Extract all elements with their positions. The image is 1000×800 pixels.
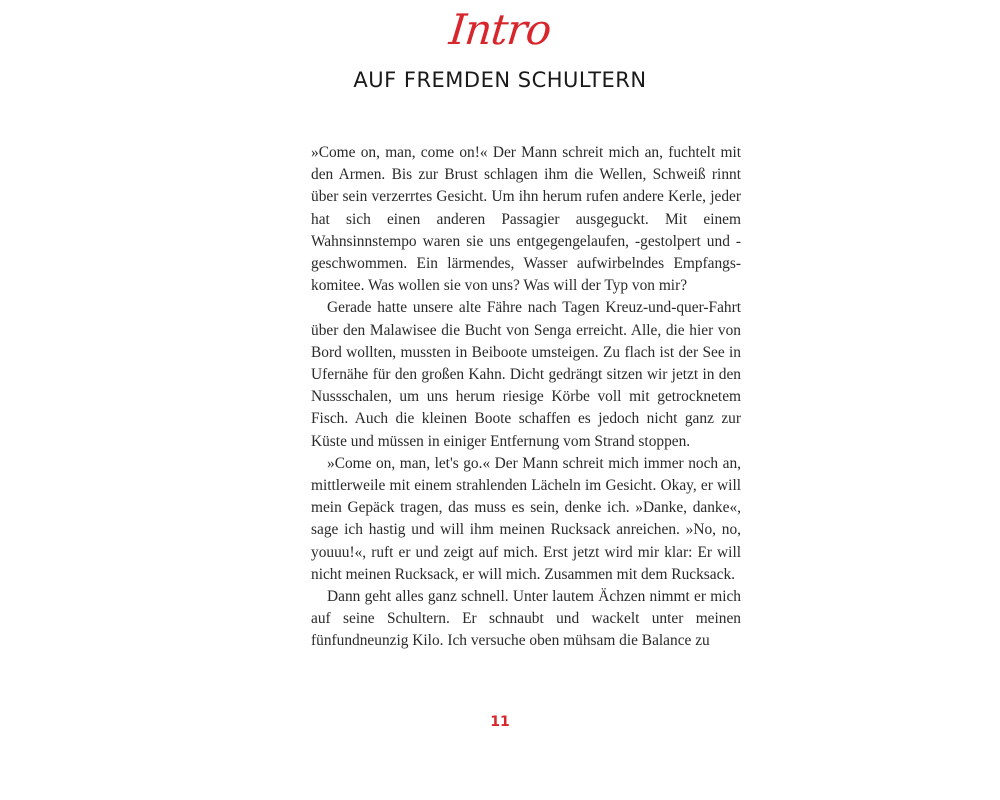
section-label: Intro bbox=[447, 5, 554, 54]
paragraph: »Come on, man, let's go.« Der Mann schreit mich immer noch an, mittlerweile mit einem strahlenden Lächeln im Gesicht. Okay, er will mein Gepäck tragen, das muss es sein, denke ich. »Danke, danke«, sage ich hastig und will ihm meinen Rucksack anreichen. »No, no, youuu!«, ruft er und zeigt auf mich. Erst jetzt wird mir klar: Er will nicht meinen Rucksack, er will mich. Zusammen mit dem Rucksack. bbox=[311, 454, 741, 583]
body-text bbox=[311, 142, 741, 653]
paragraph: »Come on, man, come on!« Der Mann schreit mich an, fuchtelt mit den Armen. Bis zur Brust schlagen ihm die Wellen, Schweiß rinnt über sein verzerrtes Gesicht. Um ihn herum rufen andere Kerle, jeder hat sich einen anderen Passagier ausgeguckt. Mit einem Wahnsinnstempo waren sie uns entgegengelaufen, -gestolpert und -geschwommen. Ein lärmendes, Wasser aufwirbelndes Empfangs-komitee. Was wollen sie von uns? Was will der Typ von mir? bbox=[311, 144, 741, 295]
page-number: 11 bbox=[490, 714, 510, 730]
paragraph: Gerade hatte unsere alte Fähre nach Tagen Kreuz-und-quer-Fahrt über den Malawisee die Bucht von Senga erreicht. Alle, die hier von Bord wollten, mussten in Beiboote umsteigen. Zu flach ist der See in Ufernähe für den großen Kahn. Dicht gedrängt sitzen wir jetzt in den Nussschalen, um uns herum riesige Körbe voll mit getrocknetem Fisch. Auch die kleinen Boote schaffen es jedoch nicht ganz zur Küste und müssen in einiger Entfernung vom Strand stoppen. bbox=[311, 299, 741, 450]
chapter-title: AUF FREMDEN SCHULTERN bbox=[353, 68, 647, 92]
paragraph: Dann geht alles ganz schnell. Unter lautem Ächzen nimmt er mich auf seine Schultern. Er schnaubt und wackelt unter meinen fünfundneunzig Kilo. Ich versuche oben mühsam die Balance zu bbox=[311, 588, 741, 650]
